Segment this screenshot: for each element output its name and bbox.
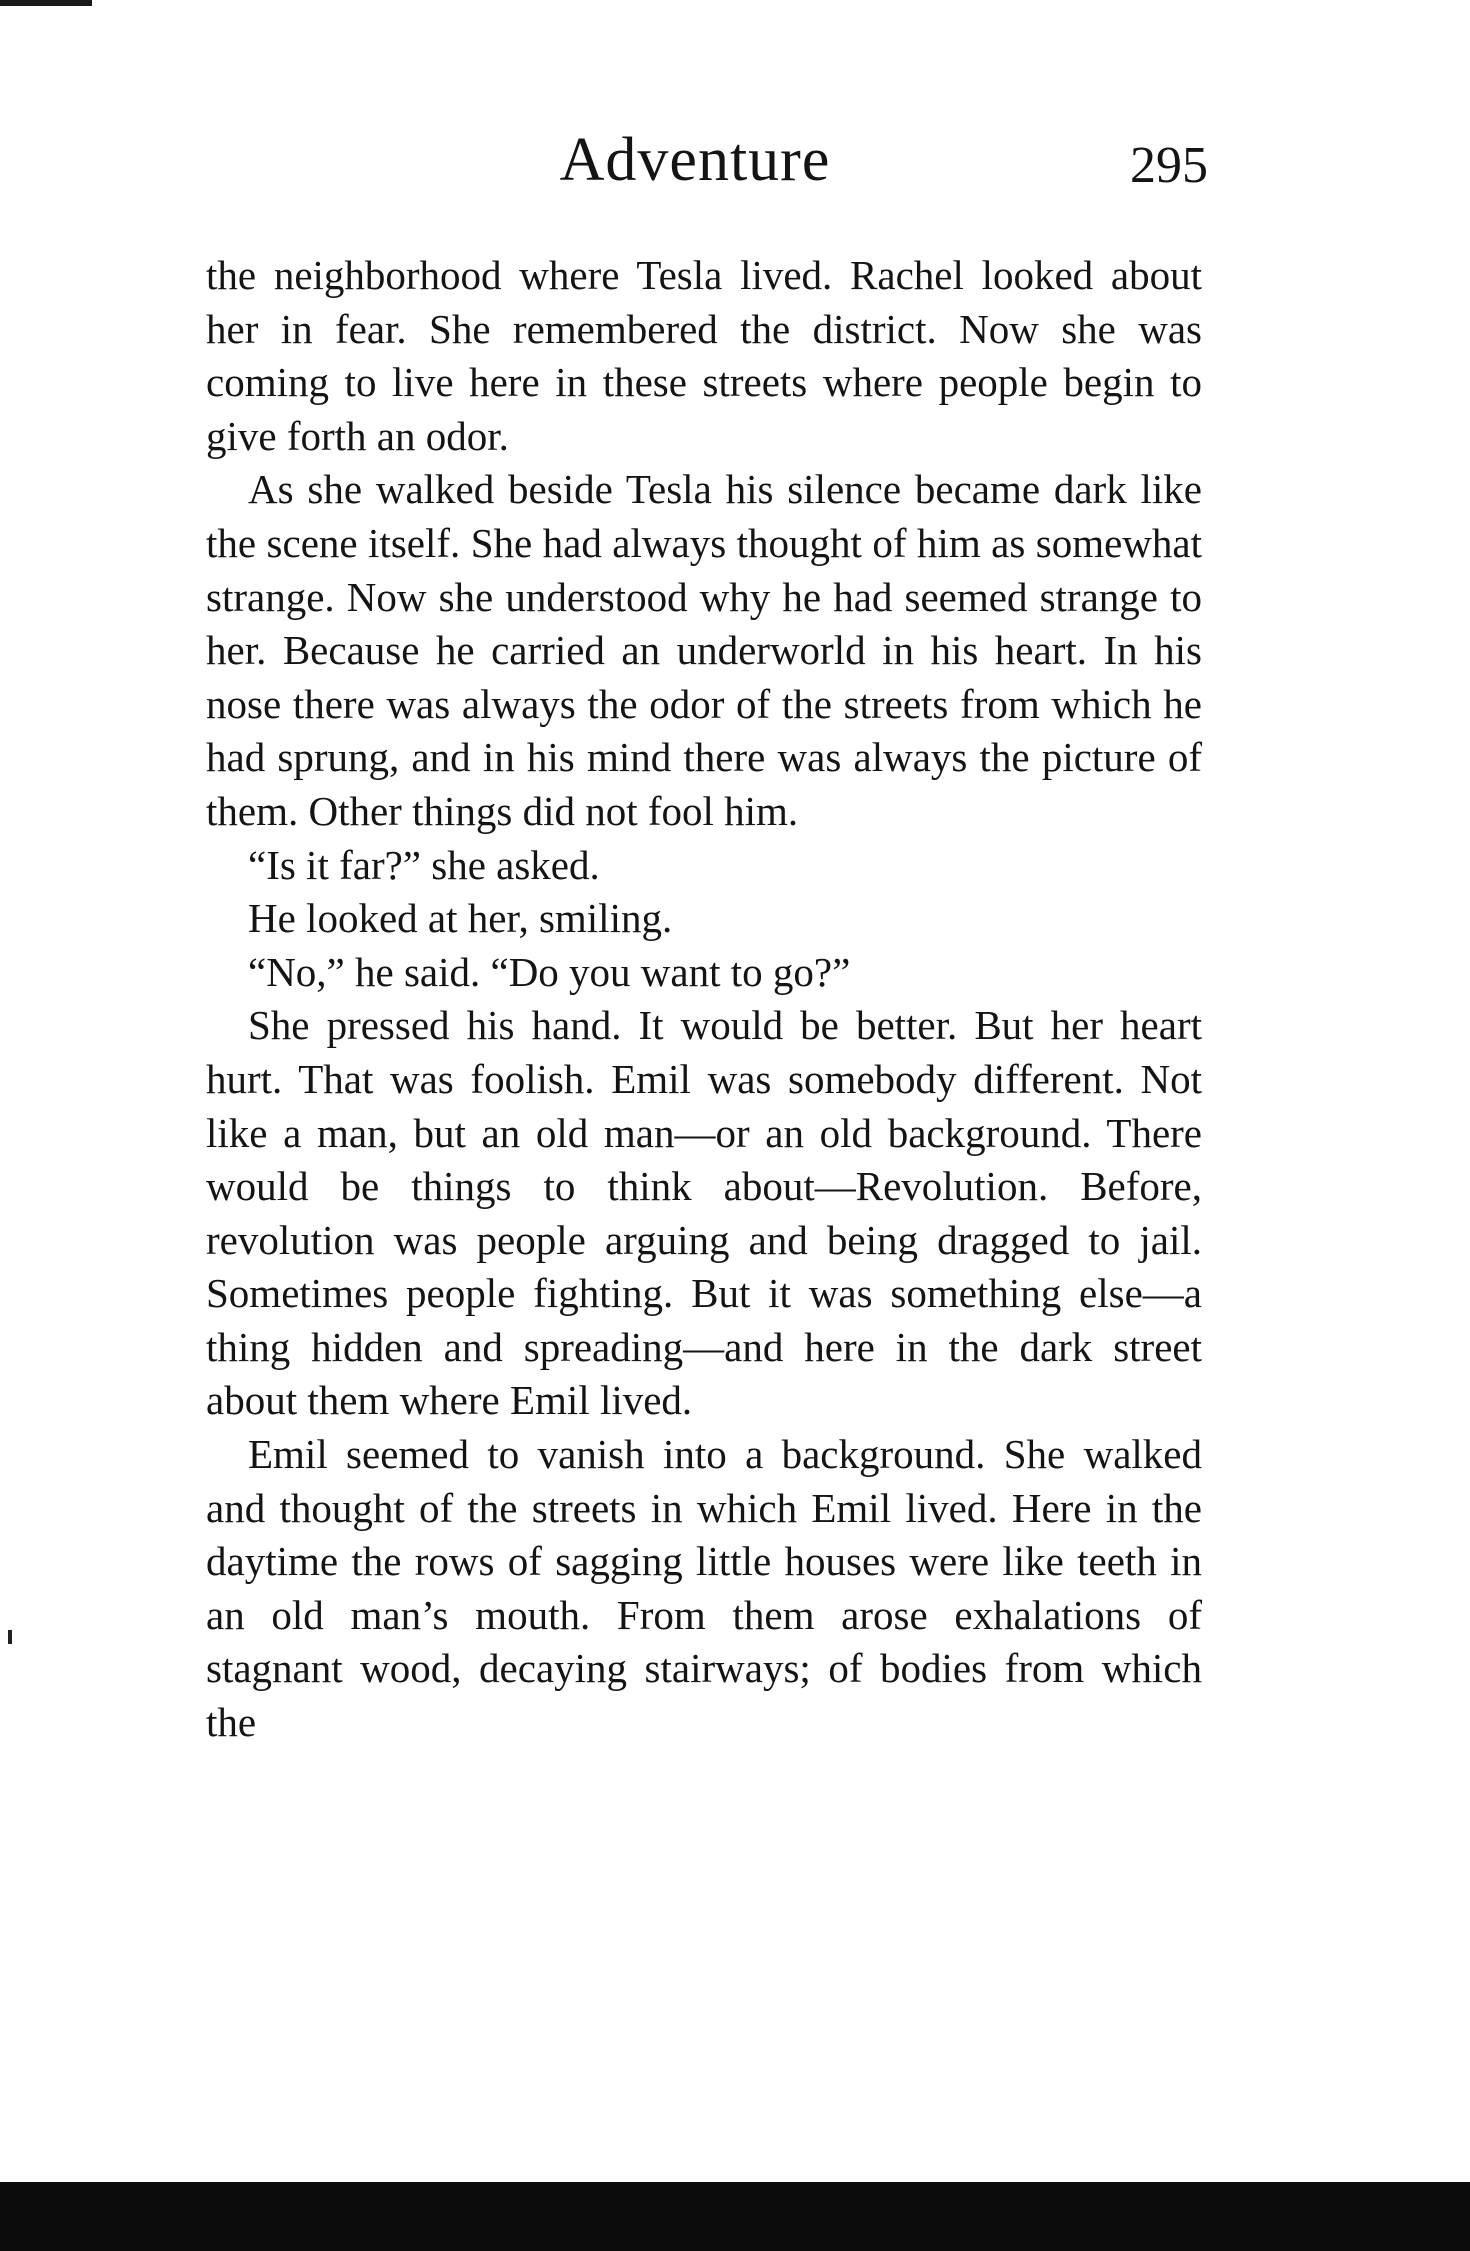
paragraph-dialogue: “No,” he said. “Do you want to go?” — [248, 948, 851, 995]
paragraph: Emil seemed to vanish into a background. She walked and thought of the streets in which Emil lived. Here in the daytime the rows of sagging little houses were like teeth in an old man’s mouth. From them arose exhalations of stagnant wood, decaying stairways; of bodies from which the — [206, 1431, 1202, 1746]
paragraph: She pressed his hand. It would be better. But her heart hurt. That was foolish. Emil was somebody different. Not like a man, but an old man—or an old background. There would be things to think about—Revolution. Before, revolution was people arguing and being dragged to jail. Sometimes people fighting. But it was something else—a thing hidden and spreading—and here in the dark street about them where Emil lived. — [206, 1002, 1202, 1424]
scan-bottom-border — [0, 2182, 1470, 2251]
body-text — [206, 249, 1202, 1750]
running-head: Adventure — [559, 126, 831, 194]
paragraph: He looked at her, smiling. — [248, 895, 673, 942]
paragraph-continued: the neighborhood where Tesla lived. Rachel looked about her in fear. She remembered the district. Now she was coming to live here in these streets where people begin to give forth an odor. — [206, 252, 1202, 459]
paragraph: As she walked beside Tesla his silence became dark like the scene itself. She had always thought of him as somewhat strange. Now she understood why he had seemed strange to her. Because he carried an underworld in his heart. In his nose there was always the odor of the streets from which he had sprung, and in his mind there was always the picture of them. Other things did not fool him. — [206, 466, 1202, 834]
paragraph-dialogue: “Is it far?” she asked. — [248, 841, 600, 888]
scan-speck — [8, 1630, 12, 1644]
page-header — [0, 120, 1470, 200]
page-number: 295 — [1130, 137, 1208, 194]
scan-edge-mark — [0, 0, 92, 6]
